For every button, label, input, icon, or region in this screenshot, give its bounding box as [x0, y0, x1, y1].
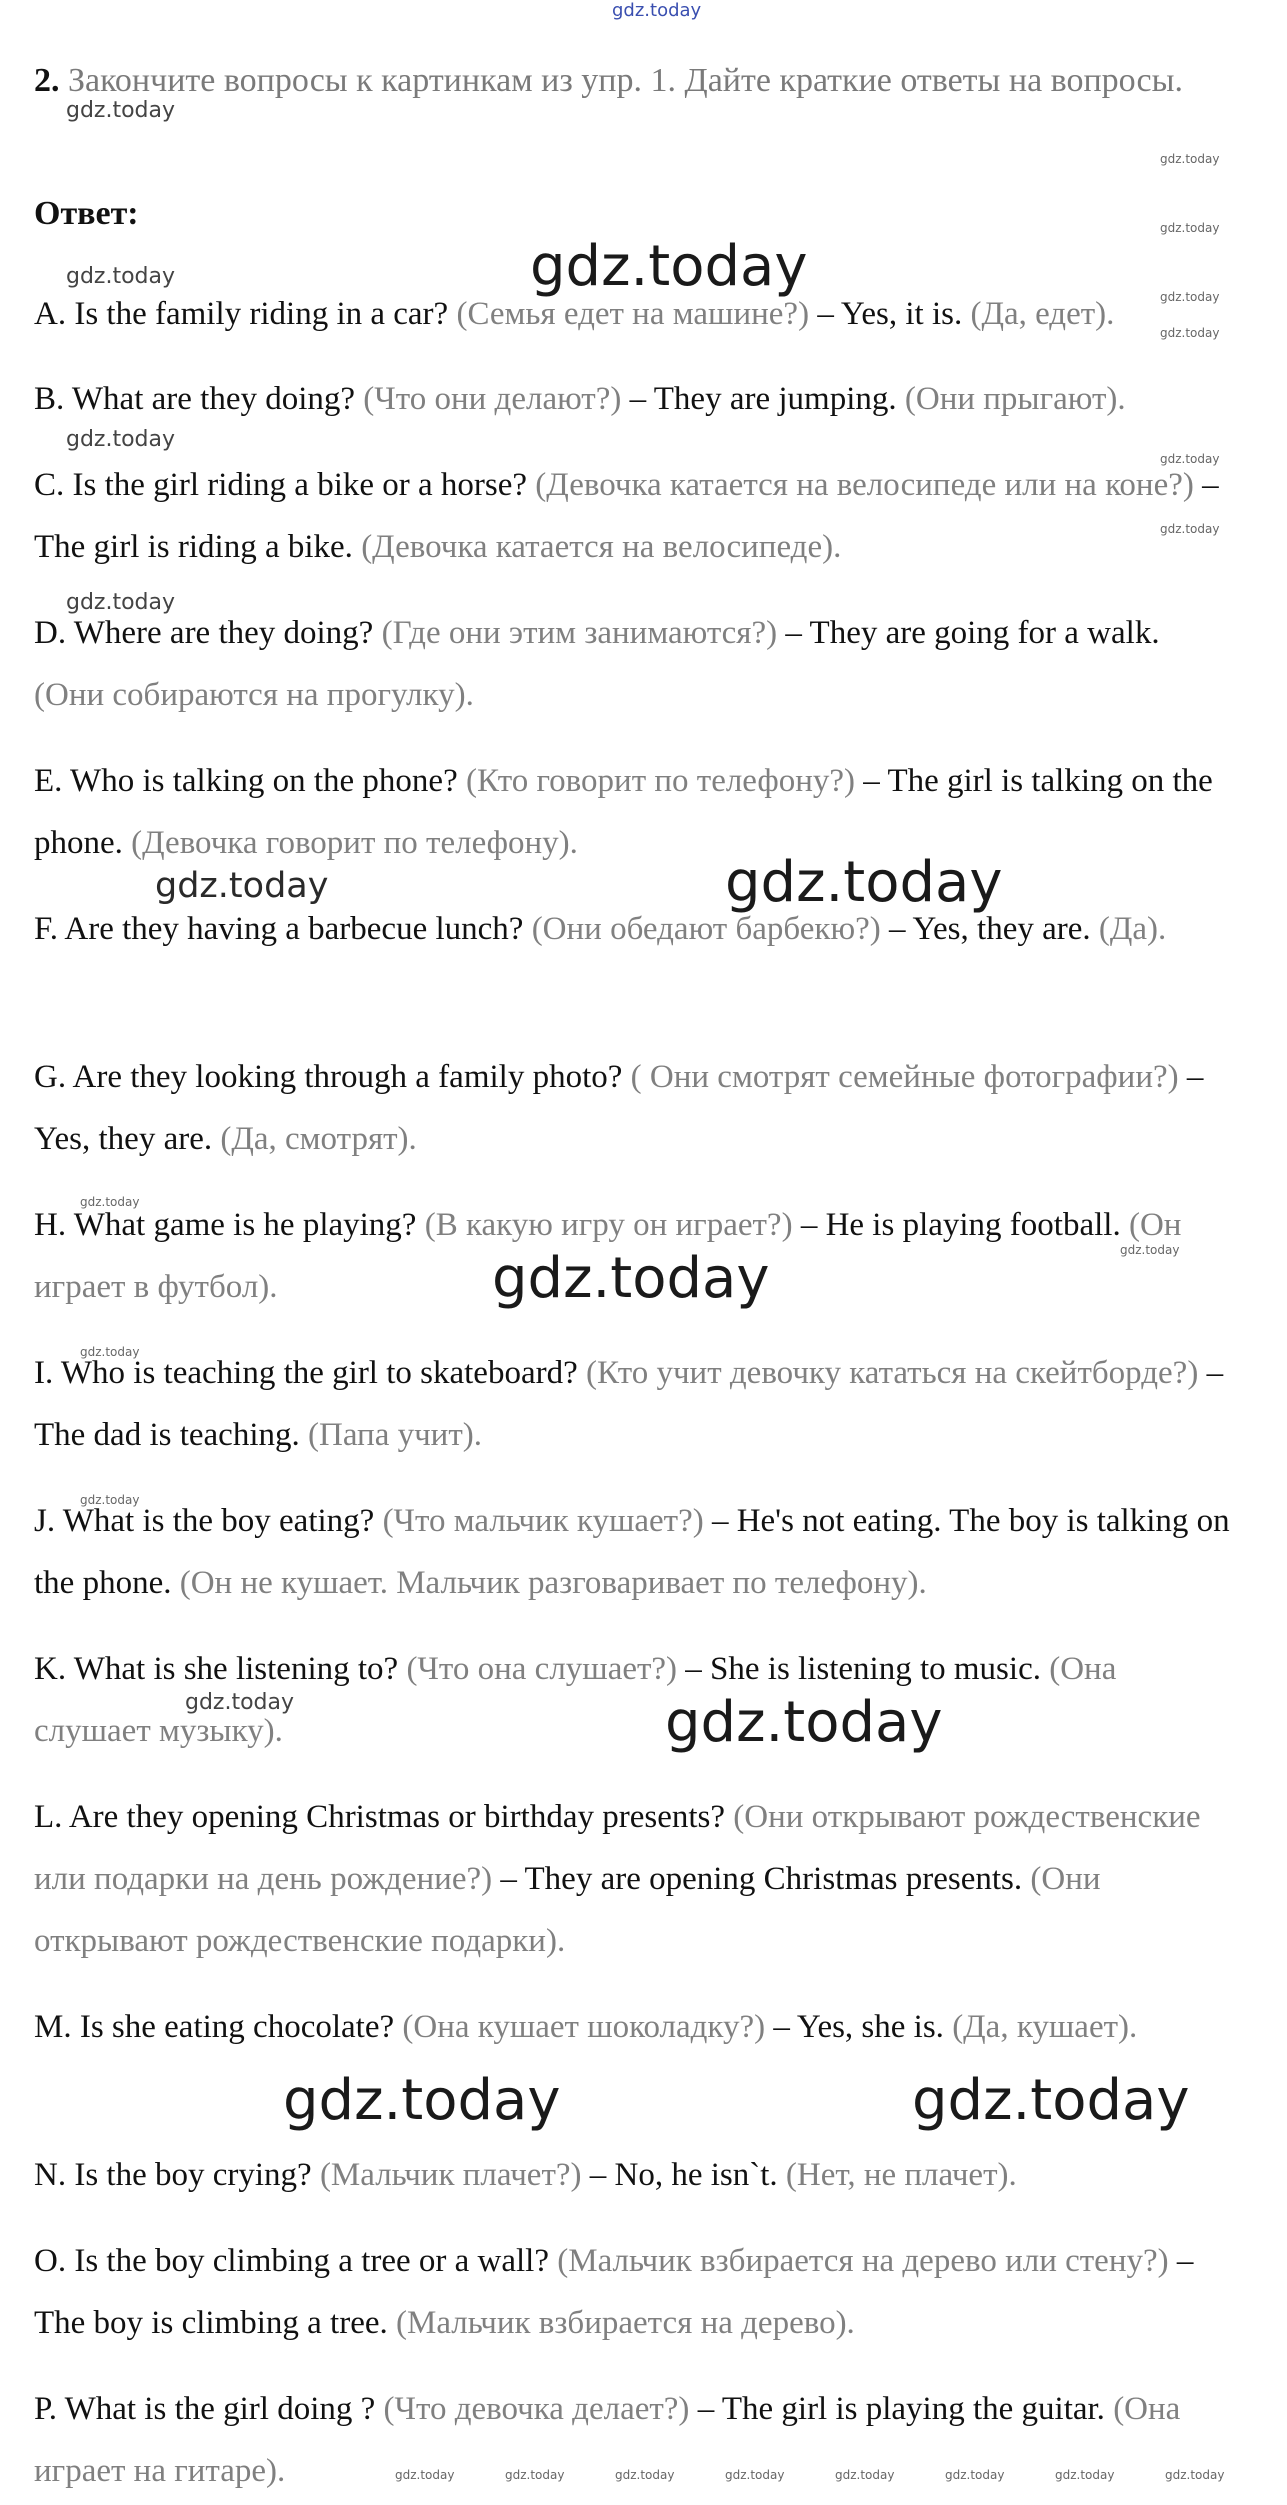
question: D. Where are they doing?	[34, 615, 374, 651]
question: E. Who is talking on the phone?	[34, 763, 458, 799]
answer-item-k	[34, 1638, 1234, 1762]
watermark: gdz.today	[395, 2468, 455, 2482]
answer-item-m	[34, 1996, 1234, 2058]
answer: – The boy is climbing a tree.	[34, 2243, 1194, 2341]
answer-translation: (Папа учит).	[308, 1417, 483, 1453]
watermark: gdz.today	[615, 2468, 675, 2482]
question-translation: (Семья едет на машине?)	[456, 296, 810, 332]
question: L. Are they opening Christmas or birthday presents?	[34, 1799, 726, 1835]
answer-item-e	[34, 750, 1234, 874]
watermark: gdz.today	[1160, 452, 1220, 466]
watermark: gdz.today	[66, 590, 176, 615]
answer-translation: (Она играет на гитаре).	[34, 2391, 1181, 2489]
watermark: gdz.today	[505, 2468, 565, 2482]
answer-translation: (Девочка катается на велосипеде).	[361, 529, 842, 565]
answer-translation: (Да, едет).	[970, 296, 1115, 332]
watermark: gdz.today	[835, 2468, 895, 2482]
watermark: gdz.today	[155, 866, 329, 906]
question: G. Are they looking through a family photo?	[34, 1059, 623, 1095]
question-translation: (Она кушает шоколадку?)	[402, 2009, 766, 2045]
answer-item-j	[34, 1490, 1234, 1614]
watermark: gdz.today	[66, 427, 176, 452]
answer: – The girl is talking on the phone.	[34, 763, 1213, 861]
answer: – The dad is teaching.	[34, 1355, 1224, 1453]
answer-translation: (Девочка говорит по телефону).	[131, 825, 578, 861]
task-number: 2.	[34, 62, 60, 99]
watermark: gdz.today	[66, 264, 176, 289]
watermark: gdz.today	[1120, 1243, 1180, 1257]
answer: – Yes, she is.	[773, 2009, 944, 2045]
question-translation: (Они открывают рождественские или подарки на день рождение?)	[34, 1799, 1201, 1897]
question-translation: (Что девочка делает?)	[383, 2391, 690, 2427]
watermark: gdz.today	[283, 2068, 561, 2133]
answer-translation: (Они собираются на прогулку).	[34, 677, 474, 713]
watermark: gdz.today	[725, 850, 1003, 915]
answer-item-l	[34, 1786, 1234, 1972]
watermark: gdz.today	[66, 98, 176, 123]
watermark: gdz.today	[1160, 290, 1220, 304]
answer-translation: (Он не кушает. Мальчик разговаривает по телефону).	[179, 1565, 927, 1601]
watermark: gdz.today	[612, 0, 702, 21]
question: P. What is the girl doing ?	[34, 2391, 376, 2427]
answer-translation: (Да).	[1098, 911, 1167, 947]
question-translation: (Что она слушает?)	[406, 1651, 678, 1687]
answer: – They are jumping.	[629, 381, 897, 417]
question: N. Is the boy crying?	[34, 2157, 312, 2193]
question-translation: (Кто говорит по телефону?)	[465, 763, 856, 799]
question-translation: (Что мальчик кушает?)	[382, 1503, 704, 1539]
question-translation: (Они обедают барбекю?)	[531, 911, 881, 947]
question-translation: (Девочка катается на велосипеде или на коне?)	[535, 467, 1194, 503]
answer-item-h	[34, 1194, 1234, 1318]
answer: – The girl is playing the guitar.	[697, 2391, 1105, 2427]
answer-item-i	[34, 1342, 1234, 1466]
question-translation: (Где они этим занимаются?)	[381, 615, 778, 651]
question-translation: (В какую игру он играет?)	[424, 1207, 793, 1243]
watermark: gdz.today	[80, 1195, 140, 1209]
question-translation: (Мальчик взбирается на дерево или стену?)	[557, 2243, 1169, 2279]
answer: – No, he isn`t.	[589, 2157, 778, 2193]
answer-translation: (Да, смотрят).	[220, 1121, 417, 1157]
answer-translation: (Он играет в футбол).	[34, 1207, 1182, 1305]
question: C. Is the girl riding a bike or a horse?	[34, 467, 528, 503]
watermark: gdz.today	[945, 2468, 1005, 2482]
answer: – Yes, they are.	[888, 911, 1091, 947]
answer-translation: (Да, кушает).	[952, 2009, 1138, 2045]
answer-translation: (Нет, не плачет).	[785, 2157, 1017, 2193]
answer-translation: (Она слушает музыку).	[34, 1651, 1117, 1749]
answer-item-d	[34, 602, 1234, 726]
watermark: gdz.today	[80, 1493, 140, 1507]
question: J. What is the boy eating?	[34, 1503, 375, 1539]
answer-item-p	[34, 2378, 1234, 2502]
answer: – They are opening Christmas presents.	[500, 1861, 1023, 1897]
watermark: gdz.today	[530, 234, 808, 299]
question: K. What is she listening to?	[34, 1651, 399, 1687]
watermark: gdz.today	[1165, 2468, 1225, 2482]
task-text: Закончите вопросы к картинкам из упр. 1. Дайте краткие ответы на вопросы.	[68, 62, 1183, 99]
answer-translation: (Они прыгают).	[904, 381, 1126, 417]
answer: – She is listening to music.	[685, 1651, 1041, 1687]
answer-item-a	[34, 283, 1234, 345]
answer-item-f	[34, 898, 1234, 960]
question: M. Is she eating chocolate?	[34, 2009, 395, 2045]
question: F. Are they having a barbecue lunch?	[34, 911, 524, 947]
answer-item-c	[34, 454, 1234, 578]
watermark: gdz.today	[665, 1690, 943, 1755]
answer: – They are going for a walk.	[785, 615, 1160, 651]
answer: – He is playing football.	[800, 1207, 1121, 1243]
answer-label: Ответ:	[34, 195, 139, 232]
watermark: gdz.today	[492, 1246, 770, 1311]
watermark: gdz.today	[912, 2068, 1190, 2133]
question: O. Is the boy climbing a tree or a wall?	[34, 2243, 549, 2279]
answer: – Yes, it is.	[817, 296, 963, 332]
answer: – He's not eating. The boy is talking on the phone.	[34, 1503, 1230, 1601]
answer-translation: (Мальчик взбирается на дерево).	[396, 2305, 855, 2341]
question: B. What are they doing?	[34, 381, 356, 417]
answer-item-n	[34, 2144, 1234, 2206]
watermark: gdz.today	[185, 1690, 295, 1715]
watermark: gdz.today	[1055, 2468, 1115, 2482]
watermark: gdz.today	[1160, 221, 1220, 235]
question-translation: (Что они делают?)	[363, 381, 622, 417]
question: A. Is the family riding in a car?	[34, 296, 449, 332]
answer-item-b	[34, 368, 1234, 430]
question-translation: (Кто учит девочку кататься на скейтборде?)	[585, 1355, 1199, 1391]
question-translation: (Мальчик плачет?)	[319, 2157, 582, 2193]
watermark: gdz.today	[725, 2468, 785, 2482]
answer-item-g	[34, 1046, 1234, 1170]
answer-item-o	[34, 2230, 1234, 2354]
question-translation: ( Они смотрят семейные фотографии?)	[630, 1059, 1179, 1095]
answer: – Yes, they are.	[34, 1059, 1204, 1157]
question: I. Who is teaching the girl to skateboard?	[34, 1355, 578, 1391]
watermark: gdz.today	[1160, 522, 1220, 536]
watermark: gdz.today	[80, 1345, 140, 1359]
watermark: gdz.today	[1160, 326, 1220, 340]
answer-translation: (Они открывают рождественские подарки).	[34, 1861, 1101, 1959]
watermark: gdz.today	[1160, 152, 1220, 166]
question: H. What game is he playing?	[34, 1207, 417, 1243]
task-statement	[34, 50, 1214, 112]
answer: – The girl is riding a bike.	[34, 467, 1219, 565]
